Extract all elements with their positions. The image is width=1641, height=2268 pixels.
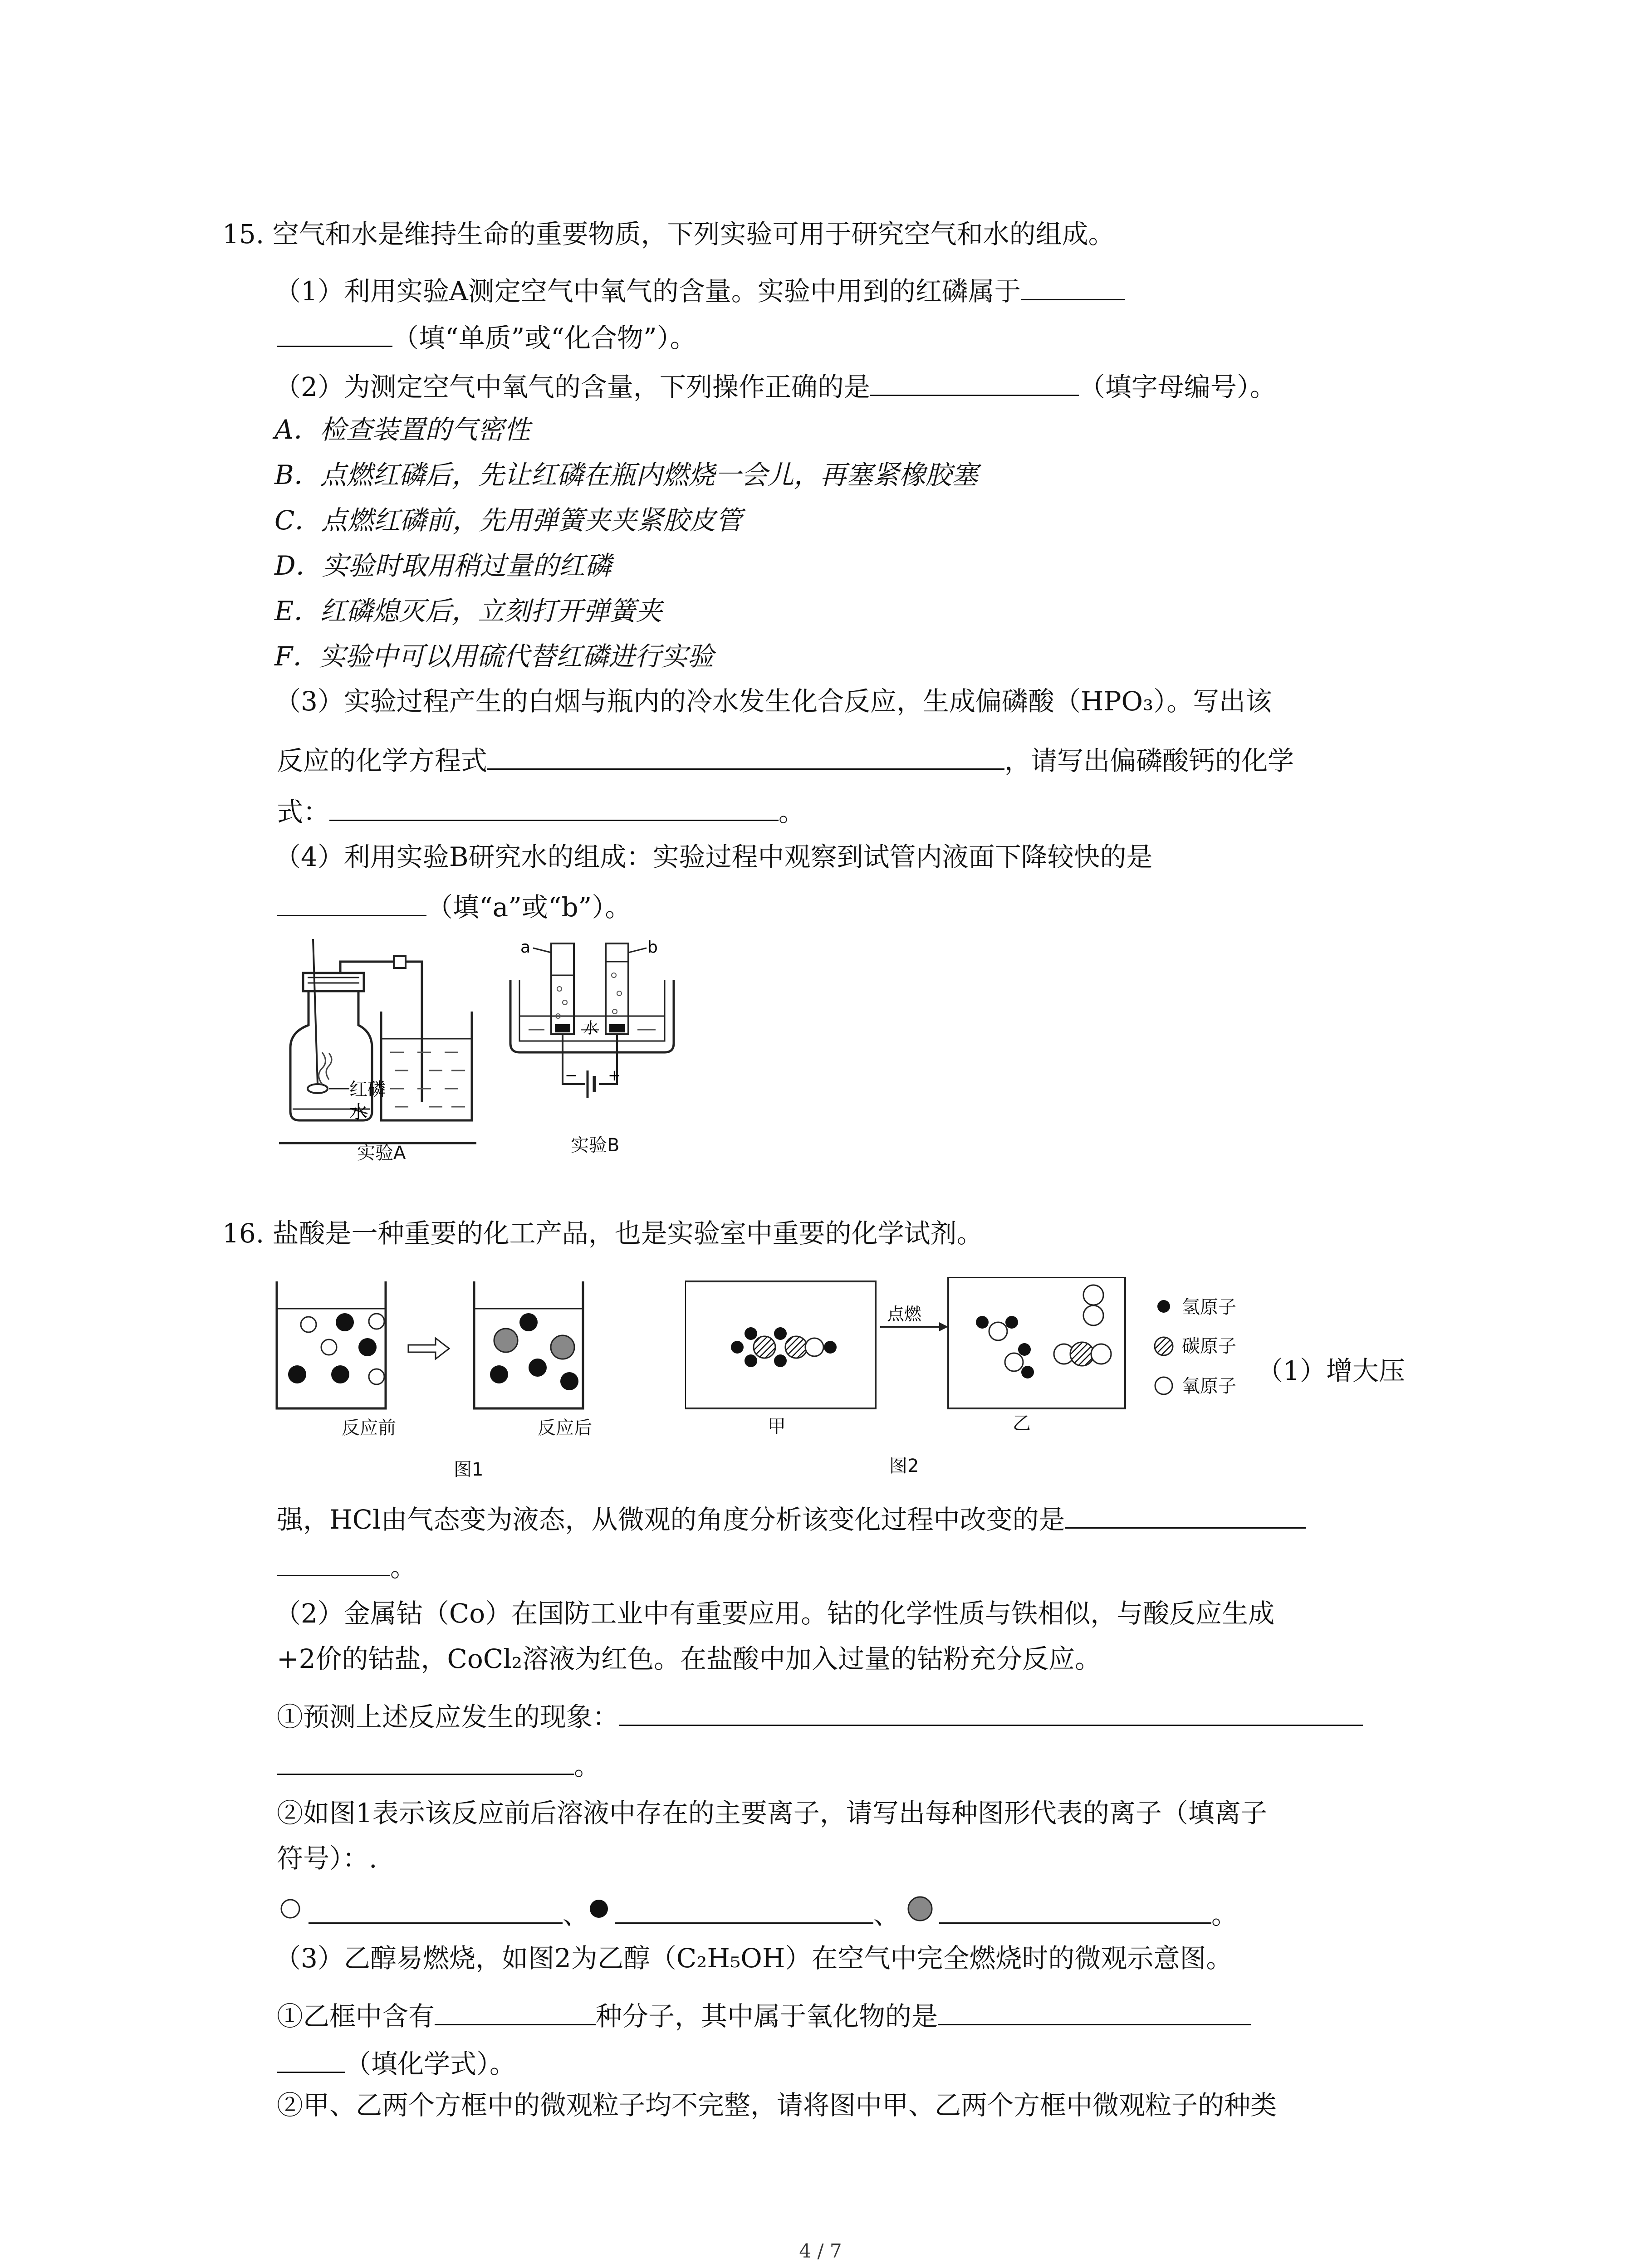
q15-blank-1b[interactable] [277, 322, 392, 347]
q16-part3-line3: （填化学式）。 [277, 2048, 516, 2077]
q15-part1-line1: （1）利用实验A测定空气中氧气的含量。实验中用到的红磷属于 [274, 275, 1125, 304]
q15-blank-3a[interactable] [487, 745, 1004, 770]
q16-blank-ion-2[interactable] [615, 1899, 873, 1924]
q15-option-c: C．点燃红磷前，先用弹簧夹夹紧胶皮管 [274, 505, 742, 536]
q16-part2-predict: ①预测上述反应发生的现象： [277, 1701, 1363, 1730]
legend-carbon: 碳原子 [1182, 1336, 1236, 1357]
q15-blank-1[interactable] [1021, 275, 1125, 300]
label-red-phosphorus: 红磷 [349, 1079, 386, 1100]
q15-option-b: B．点燃红磷后，先让红磷在瓶内燃烧一会儿，再塞紧橡胶塞 [274, 459, 978, 490]
label-after: 反应后 [538, 1418, 592, 1438]
figure-1-caption: 图1 [454, 1459, 484, 1480]
legend-carbon-icon [1155, 1337, 1173, 1355]
label-water-a: 水 [349, 1102, 367, 1123]
q15-stem: 15. 空气和水是维持生命的重要物质，下列实验可用于研究空气和水的组成。 [222, 219, 1115, 249]
combustion-spoon [308, 1084, 328, 1093]
q15-part1-line2: （填“单质”或“化合物”）。 [277, 322, 696, 351]
legend-oxygen: 氧原子 [1182, 1376, 1236, 1397]
q16-ion-row-2: 、 [615, 1899, 900, 1928]
q15-part3-line3: 式： 。 [277, 797, 805, 827]
q16-blank-2b[interactable] [277, 1750, 574, 1775]
ignition-rod [313, 939, 318, 1084]
beaker-water [390, 1052, 465, 1107]
gray-ion-icon [905, 1894, 935, 1924]
label-water-b: 水 [583, 1019, 598, 1037]
q16-blank-3a[interactable] [435, 2000, 596, 2025]
q15-blank-4[interactable] [277, 891, 426, 916]
ions-after [490, 1313, 578, 1390]
q16-part2-line2: +2价的钴盐，CoCl₂溶液为红色。在盐酸中加入过量的钴粉充分反应。 [277, 1643, 1101, 1674]
products-molecules [976, 1285, 1111, 1378]
q16-ion-row: 、 [309, 1899, 589, 1928]
q16-blank-ion-3[interactable] [939, 1899, 1211, 1924]
q16-part3-line4: ②甲、乙两个方框中的微观粒子均不完整，请将图中甲、乙两个方框中微观粒子的种类 [277, 2090, 1277, 2121]
ions-before [288, 1313, 384, 1384]
experiment-a-caption: 实验A [357, 1143, 406, 1163]
label-plus: + [608, 1066, 621, 1085]
q16-part3-line2: ①乙框中含有 种分子，其中属于氧化物的是 [277, 2000, 1251, 2029]
electrode-a [555, 1024, 570, 1032]
q15-part3-line1: （3）实验过程产生的白烟与瓶内的冷水发生化合反应，生成偏磷酸（HPO₃）。写出该 [274, 686, 1272, 717]
q16-stem: 16. 盐酸是一种重要的化工产品，也是实验室中重要的化学试剂。 [222, 1218, 983, 1249]
q16-blank-1[interactable] [1065, 1504, 1306, 1529]
q16-blank-2a[interactable] [619, 1701, 1363, 1726]
glass-tube [340, 962, 395, 973]
q16-part1-start: （1）增大压 [1257, 1355, 1405, 1386]
bottle [290, 984, 372, 1120]
q15-option-d: D．实验时取用稍过量的红磷 [274, 550, 612, 581]
q15-blank-3b[interactable] [329, 796, 779, 821]
q15-part4-line2: （填“a”或“b”）。 [277, 891, 631, 920]
reaction-arrow [408, 1338, 449, 1359]
experiment-a-figure [272, 934, 508, 1161]
experiment-b-caption: 实验B [571, 1135, 620, 1156]
box-jia [685, 1281, 876, 1408]
legend-hydrogen-icon [1157, 1300, 1170, 1313]
q15-part2: （2）为测定空气中氧气的含量，下列操作正确的是 （填字母编号）。 [274, 371, 1276, 402]
legend-oxygen-icon [1155, 1377, 1172, 1394]
label-tube-a: a [520, 938, 531, 957]
q15-option-f: F．实验中可以用硫代替红磷进行实验 [274, 641, 714, 672]
experiment-b-figure [501, 934, 683, 1156]
q16-part1-line3: 。 [277, 1551, 416, 1580]
q15-option-e: E．红磷熄灭后，立刻打开弹簧夹 [274, 596, 662, 626]
spring-clip [394, 956, 406, 968]
figure-2-caption: 图2 [889, 1456, 919, 1476]
q16-part3-line1: （3）乙醇易燃烧，如图2为乙醇（C₂H₅OH）在空气中完全燃烧时的微观示意图。 [274, 1943, 1233, 1974]
stopper [303, 973, 364, 991]
label-jia: 甲 [768, 1416, 786, 1437]
figure-2 [685, 1277, 1152, 1422]
q15-part4-line1: （4）利用实验B研究水的组成：实验过程中观察到试管内液面下降较快的是 [274, 841, 1153, 872]
label-yi: 乙 [1013, 1413, 1031, 1434]
q16-part2-ions-line1: ②如图1表示该反应前后溶液中存在的主要离子，请写出每种图形代表的离子（填离子 [277, 1798, 1267, 1828]
q16-part2-line1: （2）金属钴（Co）在国防工业中有重要应用。钴的化学性质与铁相似，与酸反应生成 [274, 1598, 1275, 1629]
legend-hydrogen: 氢原子 [1182, 1297, 1236, 1318]
q16-part1-line2: 强，HCl由气态变为液态，从微观的角度分析该变化过程中改变的是 [277, 1504, 1306, 1533]
label-minus: − [565, 1066, 578, 1085]
page-number: 4 / 7 [799, 2240, 842, 2262]
q15-option-a: A．检查装置的气密性 [274, 414, 530, 445]
label-before: 反应前 [342, 1418, 396, 1438]
q16-blank-ion-1[interactable] [309, 1899, 563, 1924]
q16-part2-ions-line2: 符号）：. [277, 1843, 377, 1874]
legend-symbols [1152, 1293, 1180, 1411]
electrode-b [609, 1024, 625, 1032]
test-tube-b [606, 943, 628, 1034]
label-tube-b: b [647, 938, 658, 957]
q16-ion-row-3: 。 [939, 1899, 1238, 1928]
test-tube-a [551, 943, 574, 1034]
q15-part3-line2: 反应的化学方程式 ，请写出偏磷酸钙的化学 [277, 745, 1294, 776]
q16-blank-1b[interactable] [277, 1551, 390, 1576]
white-ion-icon [277, 1895, 304, 1922]
q16-blank-3c[interactable] [277, 2048, 345, 2073]
q16-blank-3b[interactable] [938, 2000, 1251, 2025]
beaker [381, 1012, 472, 1120]
label-ignite: 点燃 [887, 1304, 922, 1324]
black-ion-icon [585, 1895, 612, 1922]
q16-part2-predict-2: 。 [277, 1750, 600, 1779]
q15-blank-2[interactable] [870, 371, 1079, 396]
ethanol-molecule [731, 1327, 837, 1367]
